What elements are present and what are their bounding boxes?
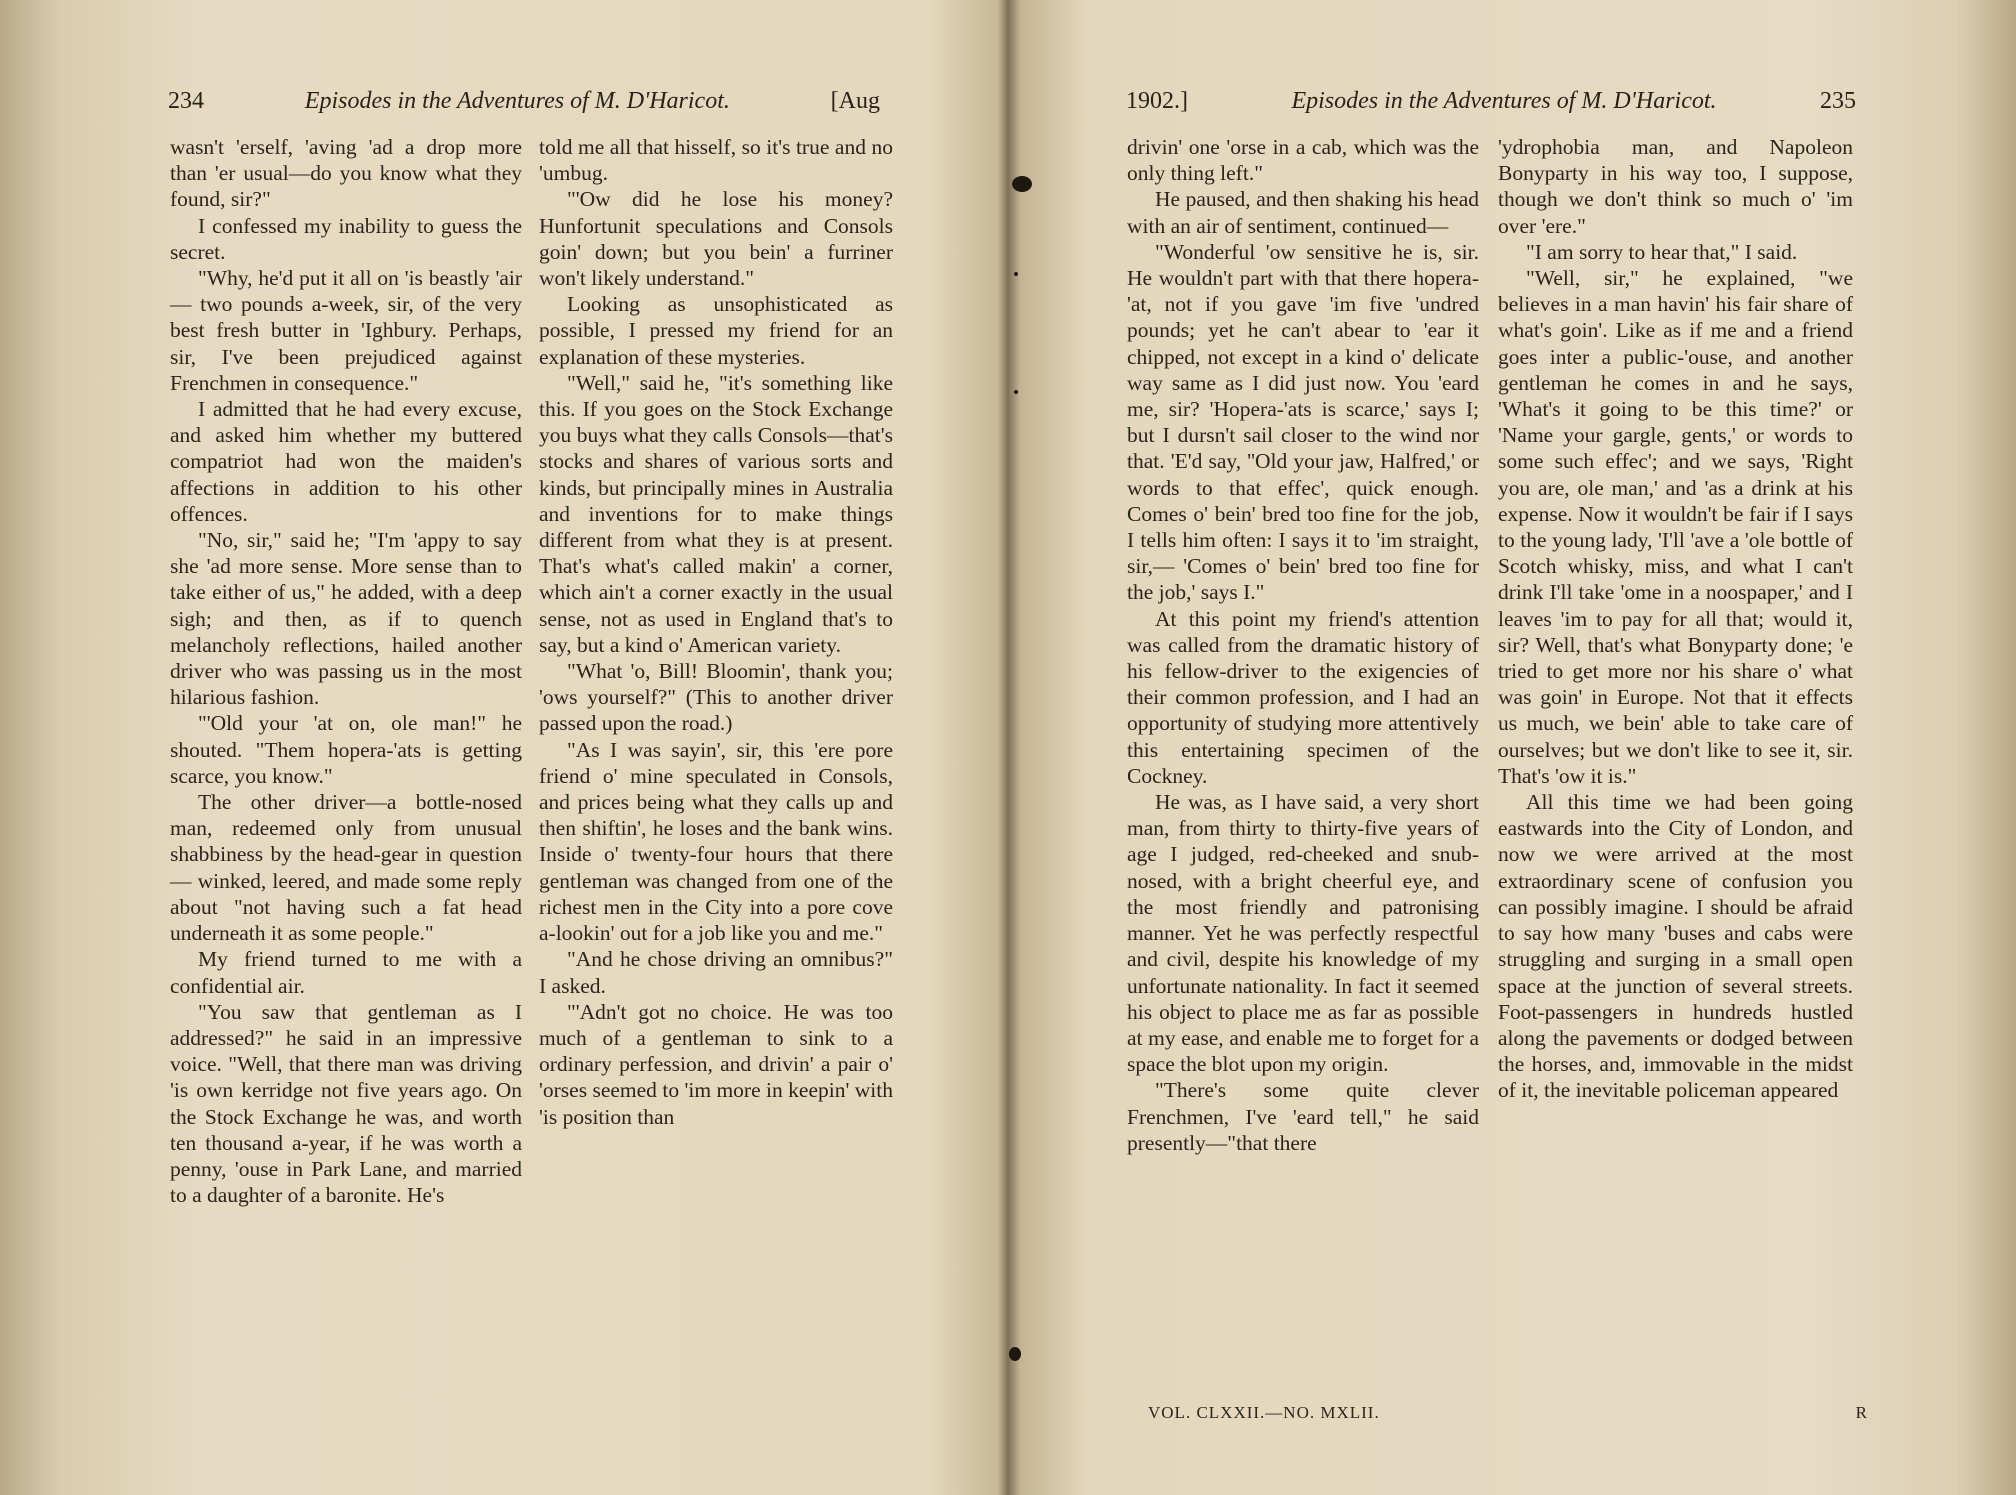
- gathering-mark: R: [1855, 1403, 1868, 1422]
- left-column-1: [170, 134, 522, 1208]
- volume-signature: VOL. CLXXII.—NO. MXLII.: [1148, 1403, 1380, 1422]
- right-page: [1008, 0, 2016, 1495]
- paragraph: The other driver—a bottle-nosed man, redeemed only from unusual shabbiness by the head-gear in question — winked, leered, and made some reply about "not having such a fat head underneath it as some people.": [170, 790, 522, 946]
- left-column-2: [539, 134, 893, 1130]
- paragraph: "What 'o, Bill! Bloomin', thank you; 'ows yourself?" (This to another driver passed upon the road.): [539, 659, 893, 736]
- paragraph: All this time we had been going eastwards into the City of London, and now we were arrived at the most extraordinary scene of confusion you can possibly imagine. I should be afraid to say how many 'buses and cabs were struggling and surging in a small open space at the junction of several streets. Foot-passengers in hundreds hustled along the pavements or dodged between the horses, and, immovable in the midst of it, the inevitable policeman appeared: [1498, 790, 1853, 1103]
- running-title: Episodes in the Adventures of M. D'Haricot.: [1291, 88, 1717, 114]
- paragraph: "Well, sir," he explained, "we believes in a man havin' his fair share of what's goin'. Like as if me and a friend goes inter a public-'ouse, and another gentleman he comes in and he says, 'What's it going to be this time?' or 'Name your gargle, gents,' or words to some such effec'; and we says, 'Right you are, ole man,' and 'as a drink at his expense. Now it wouldn't be fair if I says to the young lady, 'I'll 'ave a 'ole bottle of Scotch whisky, miss, and what I can't drink I'll take 'ome in a noospaper,' and I leaves 'im to pay for all that; would it, sir? Well, that's what Bonyparty done; 'e tried to get more nor his share o' what was goin' in Europe. Not that it effects us much, we bein' able to take care of ourselves; but we don't like to see it, sir. That's 'ow it is.": [1498, 266, 1853, 788]
- running-date: [Aug: [830, 88, 880, 114]
- paragraph: drivin' one 'orse in a cab, which was the only thing left.": [1127, 135, 1479, 186]
- running-date: 1902.]: [1126, 88, 1188, 114]
- paragraph: He paused, and then shaking his head with an air of sentiment, continued—: [1127, 187, 1479, 238]
- paragraph: "As I was sayin', sir, this 'ere pore friend o' mine speculated in Consols, and prices being what they calls up and then shiftin', he loses and the bank wins. Inside o' twenty-four hours that there gentleman was changed from one of the richest men in the City into a pore cove a-lookin' out for a job like you and me.": [539, 737, 893, 946]
- paragraph: He was, as I have said, a very short man, from thirty to thirty-five years of age I judged, red-cheeked and snub-nosed, with a bright cheerful eye, and the most friendly and patronising manner. Yet he was perfectly respectful and civil, despite his knowledge of my unfortunate nationality. In fact it seemed his object to place me as far as possible at my ease, and enable me to forget for a space the blot upon my origin.: [1127, 790, 1479, 1077]
- paragraph: Looking as unsophisticated as possible, I pressed my friend for an explanation of these mysteries.: [539, 292, 893, 369]
- paragraph: "'Old your 'at on, ole man!" he shouted. "Them hopera-'ats is getting scarce, you know.": [170, 711, 522, 788]
- right-column-1: [1127, 134, 1479, 1156]
- paragraph: I admitted that he had every excuse, and asked him whether my buttered compatriot had won the maiden's affections in addition to his other offences.: [170, 397, 522, 526]
- paragraph: "Why, he'd put it all on 'is beastly 'air — two pounds a-week, sir, of the very best fresh butter in 'Ighbury. Perhaps, sir, I've been prejudiced against Frenchmen in consequence.": [170, 266, 522, 395]
- paragraph: "Wonderful 'ow sensitive he is, sir. He wouldn't part with that there hopera-'at, not if you gave 'im five 'undred pounds; yet he can't abear to 'ear it chipped, not except in a kind o' delicate way same as I did just now. You 'eard me, sir? 'Hopera-'ats is scarce,' says I; but I dursn't sail closer to the wind nor that. 'E'd say, ''Old your jaw, Halfred,' or words to that effec', quick enough. Comes o' bein' bred too fine for the job, I tells him often: I says it to 'im straight, sir,— 'Comes o' bein' bred too fine for the job,' says I.": [1127, 239, 1479, 605]
- paragraph: "I am sorry to hear that," I said.: [1526, 239, 1798, 264]
- signature-line: [1148, 1403, 1868, 1423]
- paragraph: wasn't 'erself, 'aving 'ad a drop more than 'er usual—do you know what they found, sir?": [170, 135, 522, 212]
- page-number: 235: [1819, 88, 1856, 114]
- paragraph: "Well," said he, "it's something like this. If you goes on the Stock Exchange you buys what they calls Consols—that's stocks and shares of various sorts and kinds, but principally mines in Australia and inventions for to make things different from what they is at present. That's what's called makin' a corner, which ain't a corner exactly in the usual sense, not as used in England that's to say, but a kind o' American variety.: [539, 370, 893, 657]
- paragraph: "No, sir," said he; "I'm 'appy to say she 'ad more sense. More sense than to take either of us," he added, with a deep sigh; and then, as if to quench melancholy reflections, hailed another driver who was passing us in the most hilarious fashion.: [170, 528, 522, 710]
- running-title: Episodes in the Adventures of M. D'Haricot.: [304, 88, 730, 114]
- paragraph: 'ydrophobia man, and Napoleon Bonyparty in his way too, I suppose, though we don't think so much o' 'im over 'ere.": [1498, 135, 1853, 238]
- paragraph: "'Ow did he lose his money? Hunfortunit speculations and Consols goin' down; but you bein' a furriner won't likely understand.": [539, 187, 893, 291]
- right-column-2: [1498, 134, 1853, 1104]
- paragraph: "'Adn't got no choice. He was too much of a gentleman to sink to a ordinary perfession, and drivin' a pair o' 'orses seemed to 'im more in keepin' with 'is position than: [539, 999, 893, 1129]
- paragraph: told me all that hisself, so it's true and no 'umbug.: [539, 135, 893, 186]
- right-running-head: [1126, 88, 1856, 124]
- paragraph: "And he chose driving an omnibus?" I asked.: [539, 947, 893, 998]
- left-running-head: [168, 88, 880, 124]
- paragraph: "There's some quite clever Frenchmen, I've 'eard tell," he said presently—"that there: [1127, 1078, 1479, 1155]
- paragraph: At this point my friend's attention was called from the dramatic history of his fellow-driver to the exigencies of their common profession, and I had an opportunity of studying more attentively this entertaining specimen of the Cockney.: [1127, 606, 1479, 788]
- left-page: [0, 0, 1000, 1495]
- paragraph: I confessed my inability to guess the secret.: [170, 213, 522, 264]
- paragraph: My friend turned to me with a confidential air.: [170, 947, 522, 998]
- paragraph: "You saw that gentleman as I addressed?" he said in an impressive voice. "Well, that there man was driving 'is own kerridge not five years ago. On the Stock Exchange he was, and worth ten thousand a-year, if he was worth a penny, 'ouse in Park Lane, and married to a daughter of a baronite. He's: [170, 999, 522, 1208]
- page-number: 234: [168, 88, 204, 114]
